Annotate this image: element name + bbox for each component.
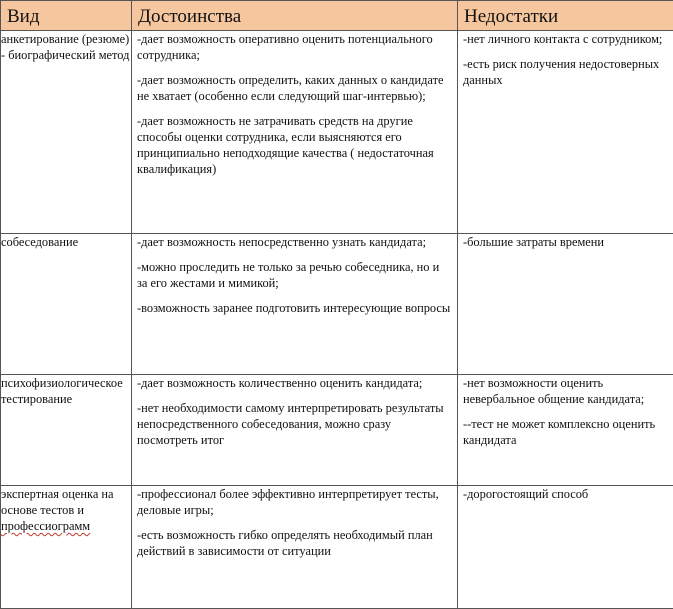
advantage-item: -возможность заранее подготовить интересующие вопросы (137, 300, 451, 316)
header-disadvantages: Недостатки (458, 1, 673, 31)
disadvantage-item: --тест не может комплексно оценить кандидата (463, 416, 667, 448)
advantage-item: -профессионал более эффективно интерпретирует тесты, деловые игры; (137, 486, 451, 518)
disadvantage-item: -большие затраты времени (463, 234, 667, 250)
advantage-item: -дает возможность определить, каких данных о кандидате не хватает (особенно если следующий шаг-интервью); (137, 72, 451, 104)
table-row (1, 486, 673, 609)
advantage-item: -дает возможность количественно оценить кандидата; (137, 375, 451, 391)
type-text: анкетирование (резюме) - биографический метод (1, 31, 131, 63)
advantages-cell (132, 375, 458, 486)
header-type: Вид (1, 1, 132, 31)
disadvantage-item: -есть риск получения недостоверных данных (463, 56, 667, 88)
header-advantages: Достоинства (132, 1, 458, 31)
disadvantage-item: -дорогостоящий способ (463, 486, 667, 502)
advantage-item: -нет необходимости самому интерпретировать результаты непосредственного собеседования, можно сразу посмотреть итог (137, 400, 451, 448)
table-row (1, 31, 673, 234)
advantages-cell (132, 31, 458, 234)
type-cell (1, 375, 132, 486)
spellcheck-underlined-word: профессиограмм (1, 519, 90, 533)
type-text-part: экспертная оценка на основе тестов и (1, 487, 114, 517)
type-text: собеседование (1, 234, 131, 250)
type-text (1, 486, 131, 534)
table-row (1, 375, 673, 486)
advantage-item: -можно проследить не только за речью собеседника, но и за его жестами и мимикой; (137, 259, 451, 291)
disadvantages-cell (458, 31, 673, 234)
advantage-item: -дает возможность не затрачивать средств на другие способы оценки сотрудника, если выясняются его принципиально неподходящие качества ( недостаточная квалификация) (137, 113, 451, 177)
advantage-item: -дает возможность непосредственно узнать кандидата; (137, 234, 451, 250)
disadvantages-cell (458, 234, 673, 375)
type-text: психофизиологическое тестирование (1, 375, 131, 407)
type-cell (1, 31, 132, 234)
header-row (1, 1, 673, 31)
type-cell (1, 234, 132, 375)
type-cell (1, 486, 132, 609)
disadvantage-item: -нет возможности оценить невербальное общение кандидата; (463, 375, 667, 407)
advantages-cell (132, 234, 458, 375)
advantage-item: -дает возможность оперативно оценить потенциального сотрудника; (137, 31, 451, 63)
disadvantages-cell (458, 486, 673, 609)
disadvantage-item: -нет личного контакта с сотрудником; (463, 31, 667, 47)
advantages-cell (132, 486, 458, 609)
table-row (1, 234, 673, 375)
disadvantages-cell (458, 375, 673, 486)
advantage-item: -есть возможность гибко определять необходимый план действий в зависимости от ситуации (137, 527, 451, 559)
